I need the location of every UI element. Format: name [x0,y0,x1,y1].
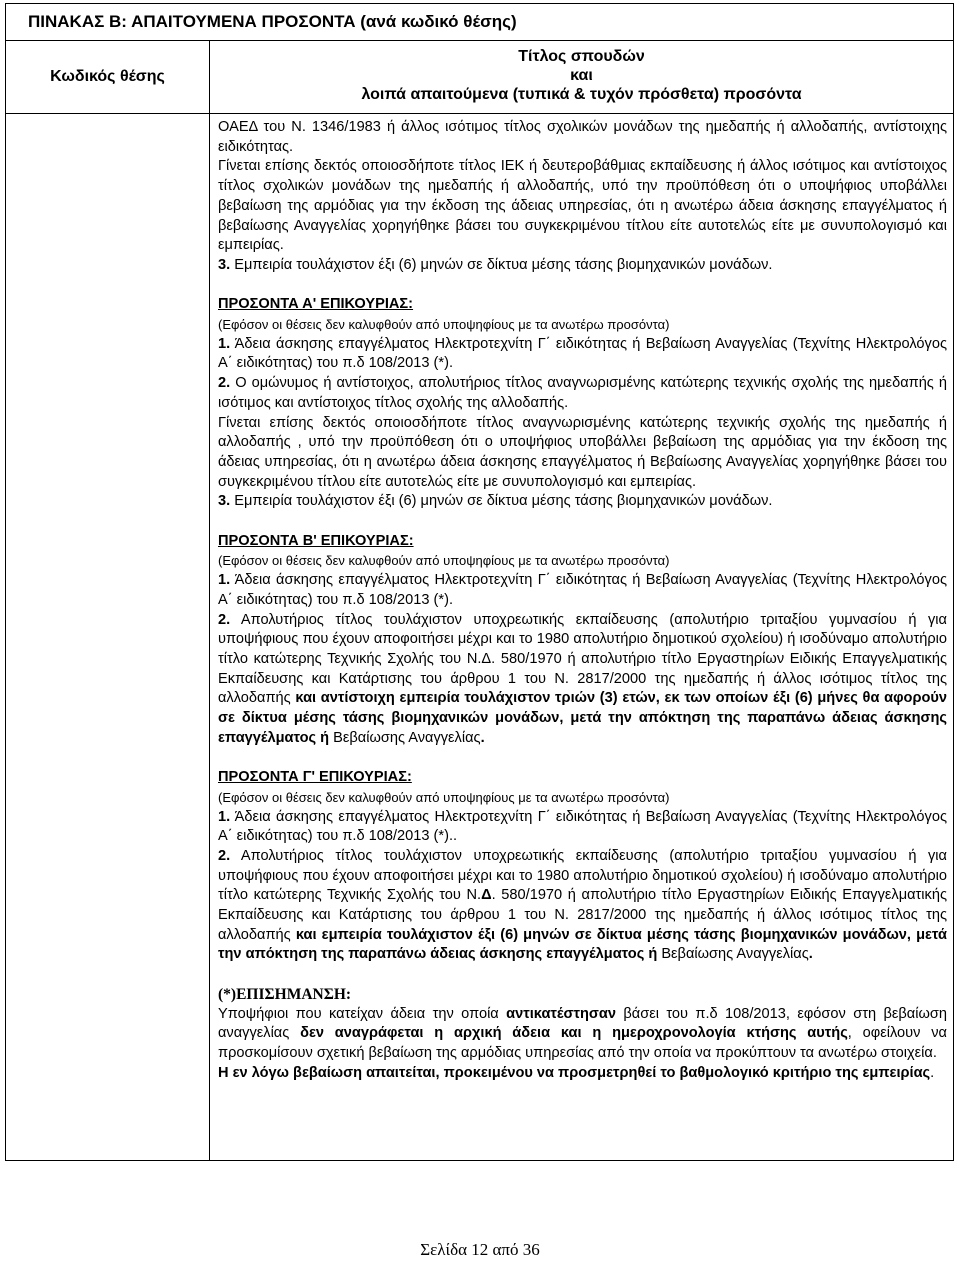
item-text: Άδεια άσκησης επαγγέλματος Ηλεκτροτεχνίτη Γ΄ ειδικότητας ή Βεβαίωση Αναγγελίας (Τεχνίτης Ηλεκτρολόγος Α΄ ειδικότητας) του π.δ 108/2013 (*).. [218,808,947,845]
section-a-item-3 [218,492,947,512]
note-text-1: Υποψήφιοι που κατείχαν άδεια την οποία [218,1005,507,1022]
item-end-text: Βεβαίωσης Αναγγελίας [329,729,481,746]
note-text-2: βάσει του π.δ 108/2013, εφόσον στη βεβαίωση αναγγελίας [218,1005,947,1042]
item-delta: Δ [481,887,492,904]
qualifications-cell [210,114,954,1161]
item-text: Απολυτήριος τίτλος τουλάχιστον υποχρεωτικής εκπαίδευσης (απολυτήριο τριταξίου γυμνασίου ή για υποψήφιους που έχουν αποφοιτήσει μέχρι και το 1980 απολυτήριο δημοτικού σχολείου) ή ισοδύναμο απολυτήριο τίτλο κατώτερης Τεχνικής Σχολής του Ν.Δ. 580/1970 ή απολυτήριο τίτλο Εργαστηρίων Ειδικής Επαγγελματικής Εκπαίδευσης και Κατάρτισης του άρθρου 1 του Ν. 2817/2000 της ημεδαπής ή άλλος ισότιμος τίτλος της αλλοδαπής [218,611,947,707]
section-b-item-1 [218,571,947,610]
note-heading: (*)ΕΠΙΣΗΜΑΝΣΗ: [218,985,352,1003]
item-bold-text: και αντίστοιχη εμπειρία τουλάχιστον τριών (3) ετών, εκ των οποίων έξι (6) μήνες θα αφορούν σε δίκτυα μέσης τάσης βιομηχανικών μονάδων, μετά την απόκτηση της παραπάνω άδειας άσκησης επαγγέλματος ή [218,690,948,746]
item-number: 1. [218,335,231,352]
column-header-qualifications [210,41,954,114]
item-number: 1. [218,572,231,589]
item-number: 2. [218,847,231,864]
table-title: ΠΙΝΑΚΑΣ Β: ΑΠΑΙΤΟΥΜΕΝΑ ΠΡΟΣΟΝΤΑ (ανά κωδικό θέσης) [6,4,954,41]
section-a-heading: ΠΡΟΣΟΝΤΑ Α' ΕΠΙΚΟΥΡΙΑΣ: [218,296,414,313]
section-b-heading: ΠΡΟΣΟΝΤΑ Β' ΕΠΙΚΟΥΡΙΑΣ: [218,532,414,549]
item-text: Απολυτήριος τίτλος τουλάχιστον υποχρεωτικής εκπαίδευσης (απολυτήριο τριταξίου γυμνασίου ή για υποψήφιους που έχουν αποφοιτήσει μέχρι και το 1980 απολυτήριο δημοτικού σχολείου) ή ισοδύναμο απολυτήριο τίτλο κατώτερης Τεχνικής Σχολής του Ν. [218,847,947,904]
note-bold-3: Η εν λόγω βεβαίωση απαιτείται, προκειμένου να προσμετρηθεί το βαθμολογικό κριτήριο της εμπειρίας [218,1064,931,1081]
item-end-dot: . [480,729,485,746]
column-header-position-code: Κωδικός θέσης [6,41,210,114]
item-text: Εμπειρία τουλάχιστον έξι (6) μηνών σε δίκτυα μέσης τάσης βιομηχανικών μονάδων. [230,256,773,273]
item-text: Ο ομώνυμος ή αντίστοιχος, απολυτήριος τίτλος αναγνωρισμένης κατώτερης τεχνικής σχολής της ημεδαπής ή ισότιμος και αντίστοιχος τίτλος σχολής της αλλοδαπής. [218,375,947,411]
section-a-item-2 [218,374,947,413]
main-item-3 [218,256,947,276]
note-final [218,1064,947,1084]
section-b-item-2 [218,611,947,749]
item-text: Άδεια άσκησης επαγγέλματος Ηλεκτροτεχνίτη Γ΄ ειδικότητας ή Βεβαίωση Αναγγελίας (Τεχνίτης Ηλεκτρολόγος Α΄ ειδικότητας) του π.δ 108/2013 (*). [218,572,947,608]
item-number: 2. [218,611,231,628]
section-c-heading: ΠΡΟΣΟΝΤΑ Γ' ΕΠΙΚΟΥΡΙΑΣ: [218,769,412,786]
note-bold-1: αντικατέστησαν [506,1005,616,1022]
note-paragraph [218,1005,947,1064]
section-c-item-1 [218,808,947,847]
item-number: 2. [218,375,231,392]
footer-page-number: 12 [471,1240,489,1259]
footer-of: από [492,1240,519,1259]
position-code-cell [6,114,210,1161]
section-b-note: (Εφόσον οι θέσεις δεν καλυφθούν από υποψηφίους με τα ανωτέρω προσόντα) [218,553,670,569]
item-text-continued: . 580/1970 ή απολυτήριο τίτλο Εργαστηρίων Ειδικής Επαγγελματικής Εκπαίδευσης και Κατάρτισης του άρθρου 1 του Ν. 2817/2000 της ημεδαπής ή άλλος ισότιμος τίτλος της αλλοδαπής [218,887,947,943]
column-header-line-3: λοιπά απαιτούμενα (τυπικά & τυχόν πρόσθετα) προσόντα [361,86,802,103]
section-c-note: (Εφόσον οι θέσεις δεν καλυφθούν από υποψηφίους με τα ανωτέρω προσόντα) [218,789,670,805]
page-footer [0,1240,960,1260]
note-end: . [930,1064,935,1081]
footer-label: Σελίδα [420,1240,468,1259]
main-paragraph-1: ΟΑΕΔ του Ν. 1346/1983 ή άλλος ισότιμος τίτλος σχολικών μονάδων της ημεδαπής ή αλλοδαπής, αντίστοιχης ειδικότητας. [218,119,947,155]
main-paragraph-2: Γίνεται επίσης δεκτός οποιοσδήποτε τίτλος ΙΕΚ ή δευτεροβάθμιας εκπαίδευσης ή άλλος ισότιμος και αντίστοιχος τίτλος σχολικών μονάδων της ημεδαπής ή αλλοδαπής, υπό την προϋπόθεση ότι ο υποψήφιος υποβάλλει βεβαίωση της αρμόδιας για την έκδοση της άδειας υπηρεσίας, ότι η ανωτέρω άδεια άσκησης επαγγέλματος ή βεβαίωσης Αναγγελίας χορηγήθηκε βάσει του συγκεκριμένου τίτλου είτε αυτοτελώς είτε με συνυπολογισμό και εμπειρίας. [218,158,947,254]
item-bold-text: και εμπειρία τουλάχιστον έξι (6) μηνών σε δίκτυα μέσης τάσης βιομηχανικών μονάδων, μετά την απόκτηση της παραπάνω άδειας άσκησης επαγγέλματος ή [218,926,947,963]
item-number: 3. [218,493,231,510]
column-header-line-1: Τίτλος σπουδών [518,48,645,65]
requirements-table [5,3,954,1161]
item-end-text: Βεβαίωσης Αναγγελίας [657,946,809,963]
column-header-line-2: και [570,67,593,84]
section-a-paragraph: Γίνεται επίσης δεκτός οποιοσδήποτε τίτλος αναγνωρισμένης κατώτερης τεχνικής σχολής της ημεδαπής ή αλλοδαπής , υπό την προϋπόθεση ότι ο υποψήφιος υποβάλλει βεβαίωση της αρμόδιας για την έκδοση της άδειας υπηρεσίας, ότι η ανωτέρω άδεια άσκησης επαγγέλματος ή Βεβαίωσης Αναγγελίας χορηγήθηκε βάσει του συγκεκριμένου τίτλου είτε αυτοτελώς είτε με συνυπολογισμό και εμπειρίας. [218,414,947,490]
item-text: Άδεια άσκησης επαγγέλματος Ηλεκτροτεχνίτη Γ΄ ειδικότητας ή Βεβαίωση Αναγγελίας (Τεχνίτης Ηλεκτρολόγος Α΄ ειδικότητας) του π.δ 108/2013 (*). [218,335,947,372]
footer-total-pages: 36 [522,1240,540,1259]
item-end-dot: . [808,946,813,963]
section-a-note: (Εφόσον οι θέσεις δεν καλυφθούν από υποψηφίους με τα ανωτέρω προσόντα) [218,317,670,333]
section-c-item-2 [218,847,947,965]
note-text-3: , οφείλουν να προσκομίσουν σχετική βεβαίωση της αρμόδιας υπηρεσίας από την οποία να προκύπτουν τα ανωτέρω στοιχεία. [218,1025,947,1061]
note-bold-2: δεν αναγράφεται η αρχική άδεια και η ημεροχρονολογία κτήσης αυτής [300,1025,848,1042]
item-text: Εμπειρία τουλάχιστον έξι (6) μηνών σε δίκτυα μέσης τάσης βιομηχανικών μονάδων. [230,493,773,510]
item-number: 1. [218,808,231,825]
section-a-item-1 [218,335,947,374]
item-number: 3. [218,256,231,273]
